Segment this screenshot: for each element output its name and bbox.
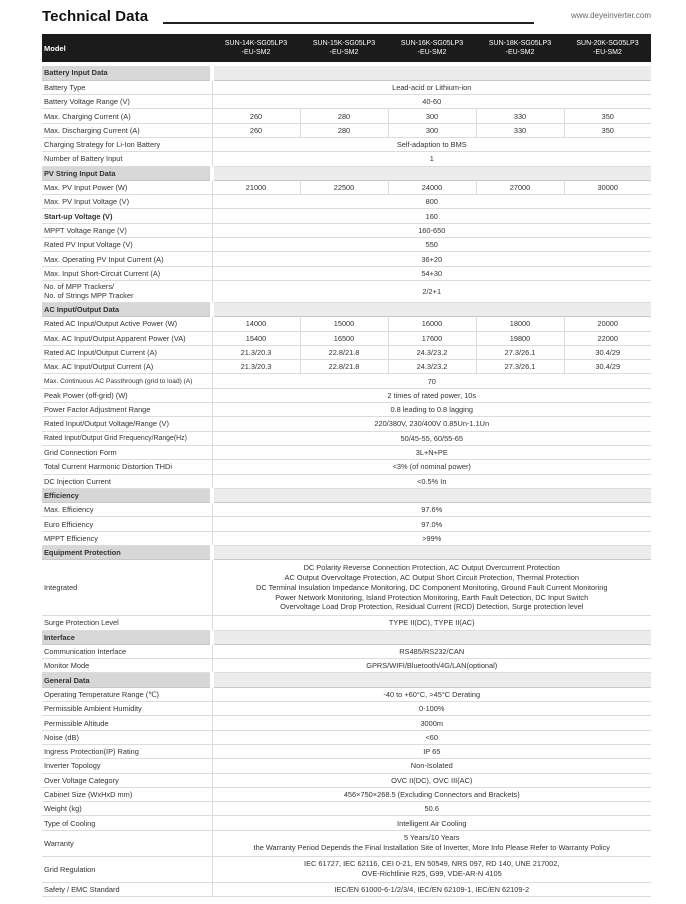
table-row	[42, 109, 651, 123]
row-value: 24.3/23.2	[388, 345, 476, 359]
row-label: DC Injection Current	[42, 474, 212, 488]
row-value: IP 65	[212, 744, 651, 758]
row-label: Warranty	[42, 830, 212, 856]
row-label: Surge Protection Level	[42, 616, 212, 630]
row-label: Communication Interface	[42, 644, 212, 658]
row-value	[212, 856, 651, 882]
page-header	[42, 8, 651, 28]
row-label: Cabinet Size (WxHxD mm)	[42, 787, 212, 801]
table-row	[42, 759, 651, 773]
row-value: 30000	[564, 180, 651, 194]
row-value: 0-100%	[212, 702, 651, 716]
table-row	[42, 195, 651, 209]
section-battery	[42, 66, 651, 80]
table-row	[42, 417, 651, 431]
row-value: 19800	[476, 331, 564, 345]
row-value: 40-60	[212, 95, 651, 109]
row-value: 97.6%	[212, 503, 651, 517]
table-row	[42, 773, 651, 787]
table-row	[42, 374, 651, 388]
row-value: 27.3/26.1	[476, 345, 564, 359]
title-rule	[163, 22, 534, 24]
row-value: 30.4/29	[564, 360, 651, 374]
model-name-line: -EU-SM2	[329, 49, 359, 56]
row-value: <60	[212, 730, 651, 744]
table-row	[42, 209, 651, 223]
table-row	[42, 360, 651, 374]
table-row	[42, 152, 651, 166]
row-value: 22000	[564, 331, 651, 345]
section-efficiency	[42, 488, 651, 502]
row-value: >99%	[212, 531, 651, 545]
row-label: Battery Type	[42, 80, 212, 94]
row-label: Total Current Harmonic Distortion THDi	[42, 460, 212, 474]
section-pv	[42, 166, 651, 180]
table-row	[42, 238, 651, 252]
model-name	[212, 34, 300, 62]
row-value: 16000	[388, 317, 476, 331]
section-title: AC Input/Output Data	[42, 302, 212, 316]
row-value: 280	[300, 123, 388, 137]
value-line: DC Polarity Reverse Connection Protection, AC Output Overcurrent Protection	[303, 563, 560, 573]
row-value: 15000	[300, 317, 388, 331]
table-row	[42, 802, 651, 816]
table-row	[42, 517, 651, 531]
row-value: 260	[212, 123, 300, 137]
row-label: Max. PV Input Voltage (V)	[42, 195, 212, 209]
row-label: Euro Efficiency	[42, 517, 212, 531]
row-value: 330	[476, 109, 564, 123]
model-name-line: -EU-SM2	[241, 49, 271, 56]
row-label: Max. PV Input Power (W)	[42, 180, 212, 194]
row-value: 350	[564, 123, 651, 137]
model-name	[476, 34, 564, 62]
row-label: Max. Operating PV Input Current (A)	[42, 252, 212, 266]
row-value: 2 times of rated power, 10s	[212, 388, 651, 402]
row-label: Start-up Voltage (V)	[42, 209, 212, 223]
section-title: Battery Input Data	[42, 66, 212, 80]
value-line: Overvoltage Load Drop Protection, Residual Current (RCD) Detection, Surge protection level	[280, 602, 584, 612]
row-value: 3000m	[212, 716, 651, 730]
table-row	[42, 123, 651, 137]
row-value: 160	[212, 209, 651, 223]
table-row	[42, 317, 651, 331]
row-label: Grid Regulation	[42, 856, 212, 882]
table-row	[42, 431, 651, 445]
row-label-line: No. of Strings MPP Tracker	[44, 291, 134, 301]
table-row	[42, 80, 651, 94]
row-value: 3L+N+PE	[212, 445, 651, 459]
row-value: 800	[212, 195, 651, 209]
row-value: 220/380V, 230/400V 0.85Un-1.1Un	[212, 417, 651, 431]
row-value: Non-Isolated	[212, 759, 651, 773]
row-value: 18000	[476, 317, 564, 331]
model-name-line: -EU-SM2	[505, 49, 535, 56]
table-row	[42, 266, 651, 280]
row-label: Over Voltage Category	[42, 773, 212, 787]
value-line: the Warranty Period Depends the Final Installation Site of Inverter, More Info Please Refer to Warranty Policy	[253, 843, 610, 853]
row-label: Noise (dB)	[42, 730, 212, 744]
table-row	[42, 856, 651, 882]
table-row	[42, 560, 651, 616]
table-row	[42, 744, 651, 758]
technical-data-table	[42, 34, 651, 897]
row-label: Power Factor Adjustment Range	[42, 403, 212, 417]
row-label	[42, 280, 212, 302]
row-label: Grid Connection Form	[42, 445, 212, 459]
value-line: OVE-Richtlinie R25, G99, VDE-AR-N 4105	[361, 869, 502, 879]
row-label: Permissible Ambient Humidity	[42, 702, 212, 716]
row-value: 27000	[476, 180, 564, 194]
table-row	[42, 388, 651, 402]
row-value: 24.3/23.2	[388, 360, 476, 374]
row-value: <0.5% In	[212, 474, 651, 488]
section-title: PV String Input Data	[42, 166, 212, 180]
section-interface	[42, 630, 651, 644]
row-value: 21000	[212, 180, 300, 194]
section-ac	[42, 302, 651, 316]
row-label: Rated AC Input/Output Active Power (W)	[42, 317, 212, 331]
row-label: Integrated	[42, 560, 212, 616]
row-label: Weight (kg)	[42, 802, 212, 816]
row-value: 97.0%	[212, 517, 651, 531]
row-label: Permissible Altitude	[42, 716, 212, 730]
row-value: GPRS/WIFI/Bluetooth/4G/LAN(optional)	[212, 659, 651, 673]
table-row	[42, 830, 651, 856]
row-value: -40 to +60°C, >45°C Derating	[212, 687, 651, 701]
value-line: DC Terminal Insulation Impedance Monitoring, DC Component Monitoring, Ground Fault Current Monitoring	[256, 582, 608, 592]
row-label: Rated Input/Output Grid Frequency/Range(Hz)	[42, 431, 212, 445]
row-label: Max. Discharging Current (A)	[42, 123, 212, 137]
table-row	[42, 702, 651, 716]
table-row	[42, 659, 651, 673]
row-label: Monitor Mode	[42, 659, 212, 673]
row-label: Max. AC Input/Output Apparent Power (VA)	[42, 331, 212, 345]
row-value: 456×750×268.5 (Excluding Connectors and Brackets)	[212, 787, 651, 801]
row-value: 17600	[388, 331, 476, 345]
row-value: 280	[300, 109, 388, 123]
table-row	[42, 252, 651, 266]
row-label: Max. AC Input/Output Current (A)	[42, 360, 212, 374]
table-row	[42, 403, 651, 417]
row-label: MPPT Efficiency	[42, 531, 212, 545]
row-label: Max. Continuous AC Passthrough (grid to load) (A)	[42, 374, 212, 388]
row-value	[212, 560, 651, 616]
table-row	[42, 474, 651, 488]
table-row	[42, 460, 651, 474]
row-value: 0.8 leading to 0.8 lagging	[212, 403, 651, 417]
table-row	[42, 816, 651, 830]
row-value: 300	[388, 109, 476, 123]
row-label: Peak Power (off-grid) (W)	[42, 388, 212, 402]
row-value: 30.4/29	[564, 345, 651, 359]
row-label: Max. Input Short-Circuit Current (A)	[42, 266, 212, 280]
row-value: 21.3/20.3	[212, 345, 300, 359]
row-label: MPPT Voltage Range (V)	[42, 223, 212, 237]
section-title: Interface	[42, 630, 212, 644]
row-value: 22.8/21.8	[300, 345, 388, 359]
model-name	[300, 34, 388, 62]
row-value: 50/45-55, 60/55-65	[212, 431, 651, 445]
row-value: 1	[212, 152, 651, 166]
row-label: Rated Input/Output Voltage/Range (V)	[42, 417, 212, 431]
model-name-line: SUN-15K-SG05LP3	[312, 40, 376, 47]
row-value: 14000	[212, 317, 300, 331]
table-row	[42, 137, 651, 151]
row-value: Self-adaption to BMS	[212, 137, 651, 151]
table-row	[42, 223, 651, 237]
row-value: 330	[476, 123, 564, 137]
value-line: Power Network Monitoring, Island Protection Monitoring, Earth Fault Detection, DC Input Switch	[275, 592, 589, 602]
row-value: RS485/RS232/CAN	[212, 644, 651, 658]
section-protection	[42, 546, 651, 560]
row-value: 70	[212, 374, 651, 388]
model-header-row	[42, 34, 651, 62]
section-general	[42, 673, 651, 687]
row-value: 16500	[300, 331, 388, 345]
model-label: Model	[42, 34, 212, 62]
row-label: Rated PV Input Voltage (V)	[42, 238, 212, 252]
model-name	[388, 34, 476, 62]
table-row	[42, 687, 651, 701]
row-value: 50.6	[212, 802, 651, 816]
table-row	[42, 882, 651, 896]
table-row	[42, 531, 651, 545]
row-label: Type of Cooling	[42, 816, 212, 830]
table-row	[42, 503, 651, 517]
row-label: Rated AC Input/Output Current (A)	[42, 345, 212, 359]
row-value: 20000	[564, 317, 651, 331]
row-value: 22.8/21.8	[300, 360, 388, 374]
row-value: TYPE II(DC), TYPE II(AC)	[212, 616, 651, 630]
model-name-line: -EU-SM2	[417, 49, 447, 56]
row-value: 260	[212, 109, 300, 123]
row-value: 550	[212, 238, 651, 252]
table-row	[42, 644, 651, 658]
row-value: OVC II(DC), OVC III(AC)	[212, 773, 651, 787]
website-url[interactable]: www.deyeinverter.com	[570, 11, 651, 20]
model-name-line: SUN-18K-SG05LP3	[488, 40, 552, 47]
row-label: Number of Battery Input	[42, 152, 212, 166]
table-row	[42, 331, 651, 345]
table-row	[42, 280, 651, 302]
row-value: Lead-acid or Lithium-ion	[212, 80, 651, 94]
section-title: Efficiency	[42, 488, 212, 502]
table-row	[42, 345, 651, 359]
row-value: 21.3/20.3	[212, 360, 300, 374]
row-value: 24000	[388, 180, 476, 194]
row-value: IEC/EN 61000-6-1/2/3/4, IEC/EN 62109-1, IEC/EN 62109-2	[212, 882, 651, 896]
row-label-line: No. of MPP Trackers/	[44, 282, 115, 292]
table-row	[42, 716, 651, 730]
row-value: 350	[564, 109, 651, 123]
row-label: Operating Temperature Range (℃)	[42, 687, 212, 701]
row-value: Intelligent Air Cooling	[212, 816, 651, 830]
model-name-line: SUN-16K-SG05LP3	[400, 40, 464, 47]
table-row	[42, 730, 651, 744]
row-label: Safety / EMC Standard	[42, 882, 212, 896]
row-value: 22500	[300, 180, 388, 194]
table-row	[42, 445, 651, 459]
table-row	[42, 787, 651, 801]
row-value: <3% (of nominal power)	[212, 460, 651, 474]
model-name-line: -EU-SM2	[593, 49, 622, 56]
row-label: Ingress Protection(IP) Rating	[42, 744, 212, 758]
model-name-line: SUN-14K-SG05LP3	[224, 40, 288, 47]
row-label: Battery Voltage Range (V)	[42, 95, 212, 109]
model-name-line: SUN-20K-SG05LP3	[576, 40, 639, 47]
row-label: Inverter Topology	[42, 759, 212, 773]
row-value: 2/2+1	[212, 280, 651, 302]
row-label: Max. Charging Current (A)	[42, 109, 212, 123]
page-title: Technical Data	[42, 8, 149, 25]
row-label: Charging Strategy for Li-Ion Battery	[42, 137, 212, 151]
row-value: 300	[388, 123, 476, 137]
row-value: 15400	[212, 331, 300, 345]
value-line: 5 Years/10 Years	[404, 833, 460, 843]
model-name	[564, 34, 651, 62]
table-row	[42, 616, 651, 630]
table-row	[42, 95, 651, 109]
row-value: 160-650	[212, 223, 651, 237]
section-title: Equipment Protection	[42, 546, 212, 560]
value-line: IEC 61727, IEC 62116, CEI 0-21, EN 50549, NRS 097, RD 140, UNE 217002,	[304, 859, 560, 869]
row-value: 36+20	[212, 252, 651, 266]
row-label: Max. Efficiency	[42, 503, 212, 517]
section-title: General Data	[42, 673, 212, 687]
row-value: 27.3/26.1	[476, 360, 564, 374]
value-line: AC Output Overvoltage Protection, AC Output Short Circuit Protection, Thermal Protection	[284, 573, 579, 583]
table-row	[42, 180, 651, 194]
row-value	[212, 830, 651, 856]
row-value: 54+30	[212, 266, 651, 280]
